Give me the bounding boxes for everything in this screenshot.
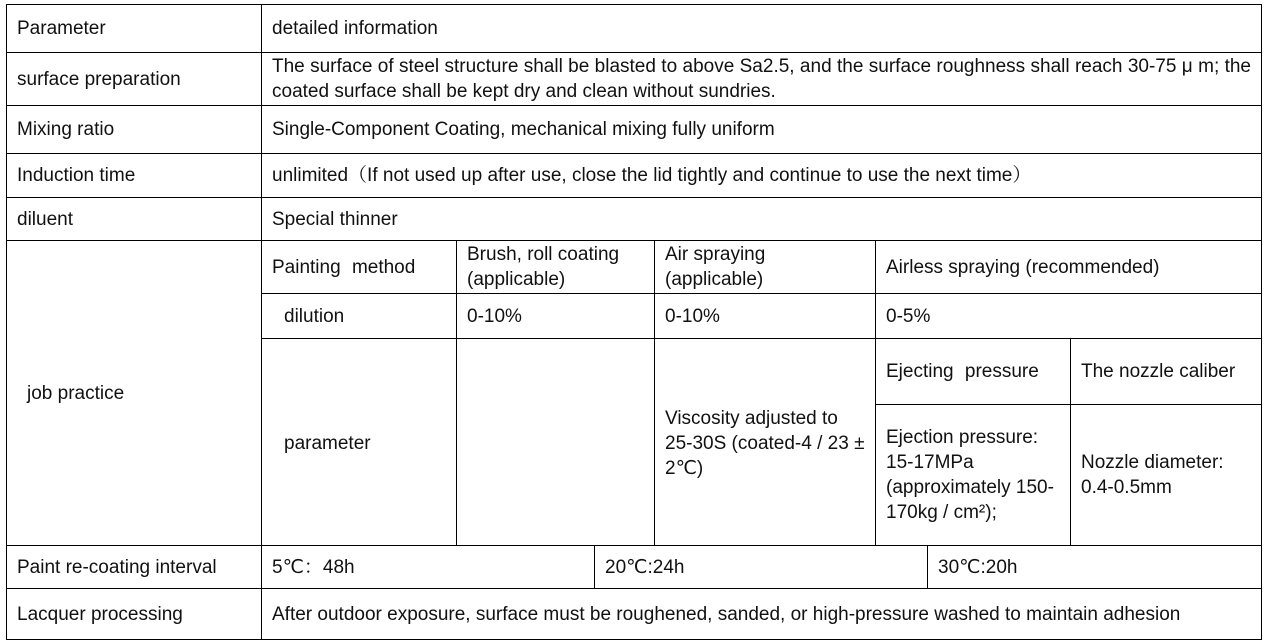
lacquer-label: Lacquer processing — [17, 603, 183, 625]
surface-preparation-value: The surface of steel structure shall be blasted to above Sa2.5, and the surface roughness shall reach 30-75 μ m; the coated surface shall be kept dry and clean without sundries. — [272, 56, 1251, 102]
painting-method-airless: Airless spraying (recommended) — [886, 256, 1160, 278]
painting-method-label: Painting method — [272, 256, 416, 278]
ejection-pressure-value-cell — [875, 404, 1071, 546]
nozzle-diameter-value: Nozzle diameter: 0.4-0.5mm — [1081, 452, 1224, 498]
diluent-label-cell — [6, 197, 262, 241]
recoating-label: Paint re-coating interval — [17, 556, 217, 578]
induction-time-value-cell — [261, 153, 1262, 198]
dilution-air-cell — [654, 293, 876, 339]
painting-method-brush: Brush, roll coating (applicable) — [467, 244, 620, 290]
mixing-ratio-value-cell — [261, 105, 1262, 154]
lacquer-value-cell — [261, 588, 1262, 640]
parameter-air-value: Viscosity adjusted to 25-30S (coated-4 / 23 ± 2℃) — [665, 407, 865, 479]
surface-preparation-value-cell — [261, 52, 1262, 106]
dilution-label: dilution — [284, 305, 345, 327]
nozzle-caliber-header: The nozzle caliber — [1081, 361, 1236, 382]
header-detail: detailed information — [272, 18, 438, 39]
nozzle-caliber-header-cell — [1070, 338, 1262, 405]
recoating-30c-cell — [927, 545, 1262, 589]
recoating-20c: 20℃:24h — [605, 556, 685, 578]
recoating-20c-cell — [594, 545, 928, 589]
parameter-label: parameter — [284, 432, 371, 454]
painting-method-airless-cell — [875, 240, 1262, 294]
nozzle-diameter-value-cell — [1070, 404, 1262, 546]
induction-time-value: unlimited（If not used up after use, close the lid tightly and continue to use the next time） — [272, 165, 1032, 186]
parameter-brush-cell — [456, 338, 655, 546]
painting-method-air: Air spraying (applicable) — [665, 244, 766, 290]
painting-method-label-cell — [261, 240, 457, 294]
induction-time-label: Induction time — [17, 165, 136, 186]
mixing-ratio-label: Mixing ratio — [17, 119, 115, 140]
lacquer-label-cell — [6, 588, 262, 640]
recoating-5c-cell — [261, 545, 595, 589]
header-parameter: Parameter — [17, 18, 106, 39]
header-parameter-cell — [6, 4, 262, 53]
ejecting-pressure-header-cell — [875, 338, 1071, 405]
induction-time-label-cell — [6, 153, 262, 198]
spec-table — [6, 4, 1262, 640]
mixing-ratio-value: Single-Component Coating, mechanical mixing fully uniform — [272, 119, 775, 140]
dilution-brush-cell — [456, 293, 655, 339]
header-detail-cell — [261, 4, 1262, 53]
dilution-air: 0-10% — [665, 305, 720, 327]
diluent-value-cell — [261, 197, 1262, 241]
painting-method-air-cell — [654, 240, 876, 294]
diluent-value: Special thinner — [272, 208, 398, 230]
surface-preparation-label-cell — [6, 52, 262, 106]
job-practice-label-cell — [6, 240, 262, 546]
recoating-label-cell — [6, 545, 262, 589]
ejection-pressure-value: Ejection pressure: 15-17MPa (approximately 150-170kg / cm²); — [886, 427, 1054, 523]
mixing-ratio-label-cell — [6, 105, 262, 154]
recoating-30c: 30℃:20h — [938, 556, 1018, 578]
ejecting-pressure-header: Ejecting pressure — [886, 361, 1039, 382]
painting-method-brush-cell — [456, 240, 655, 294]
dilution-airless-cell — [875, 293, 1262, 339]
recoating-5c: 5℃：48h — [272, 556, 355, 578]
diluent-label: diluent — [17, 208, 73, 230]
lacquer-value: After outdoor exposure, surface must be roughened, sanded, or high-pressure washed to maintain adhesion — [272, 603, 1181, 625]
parameter-label-cell — [261, 338, 457, 546]
surface-preparation-label: surface preparation — [17, 68, 181, 90]
dilution-label-cell — [261, 293, 457, 339]
job-practice-label: job practice — [27, 382, 125, 404]
dilution-brush: 0-10% — [467, 305, 522, 327]
dilution-airless: 0-5% — [886, 305, 931, 327]
parameter-air-cell — [654, 338, 876, 546]
